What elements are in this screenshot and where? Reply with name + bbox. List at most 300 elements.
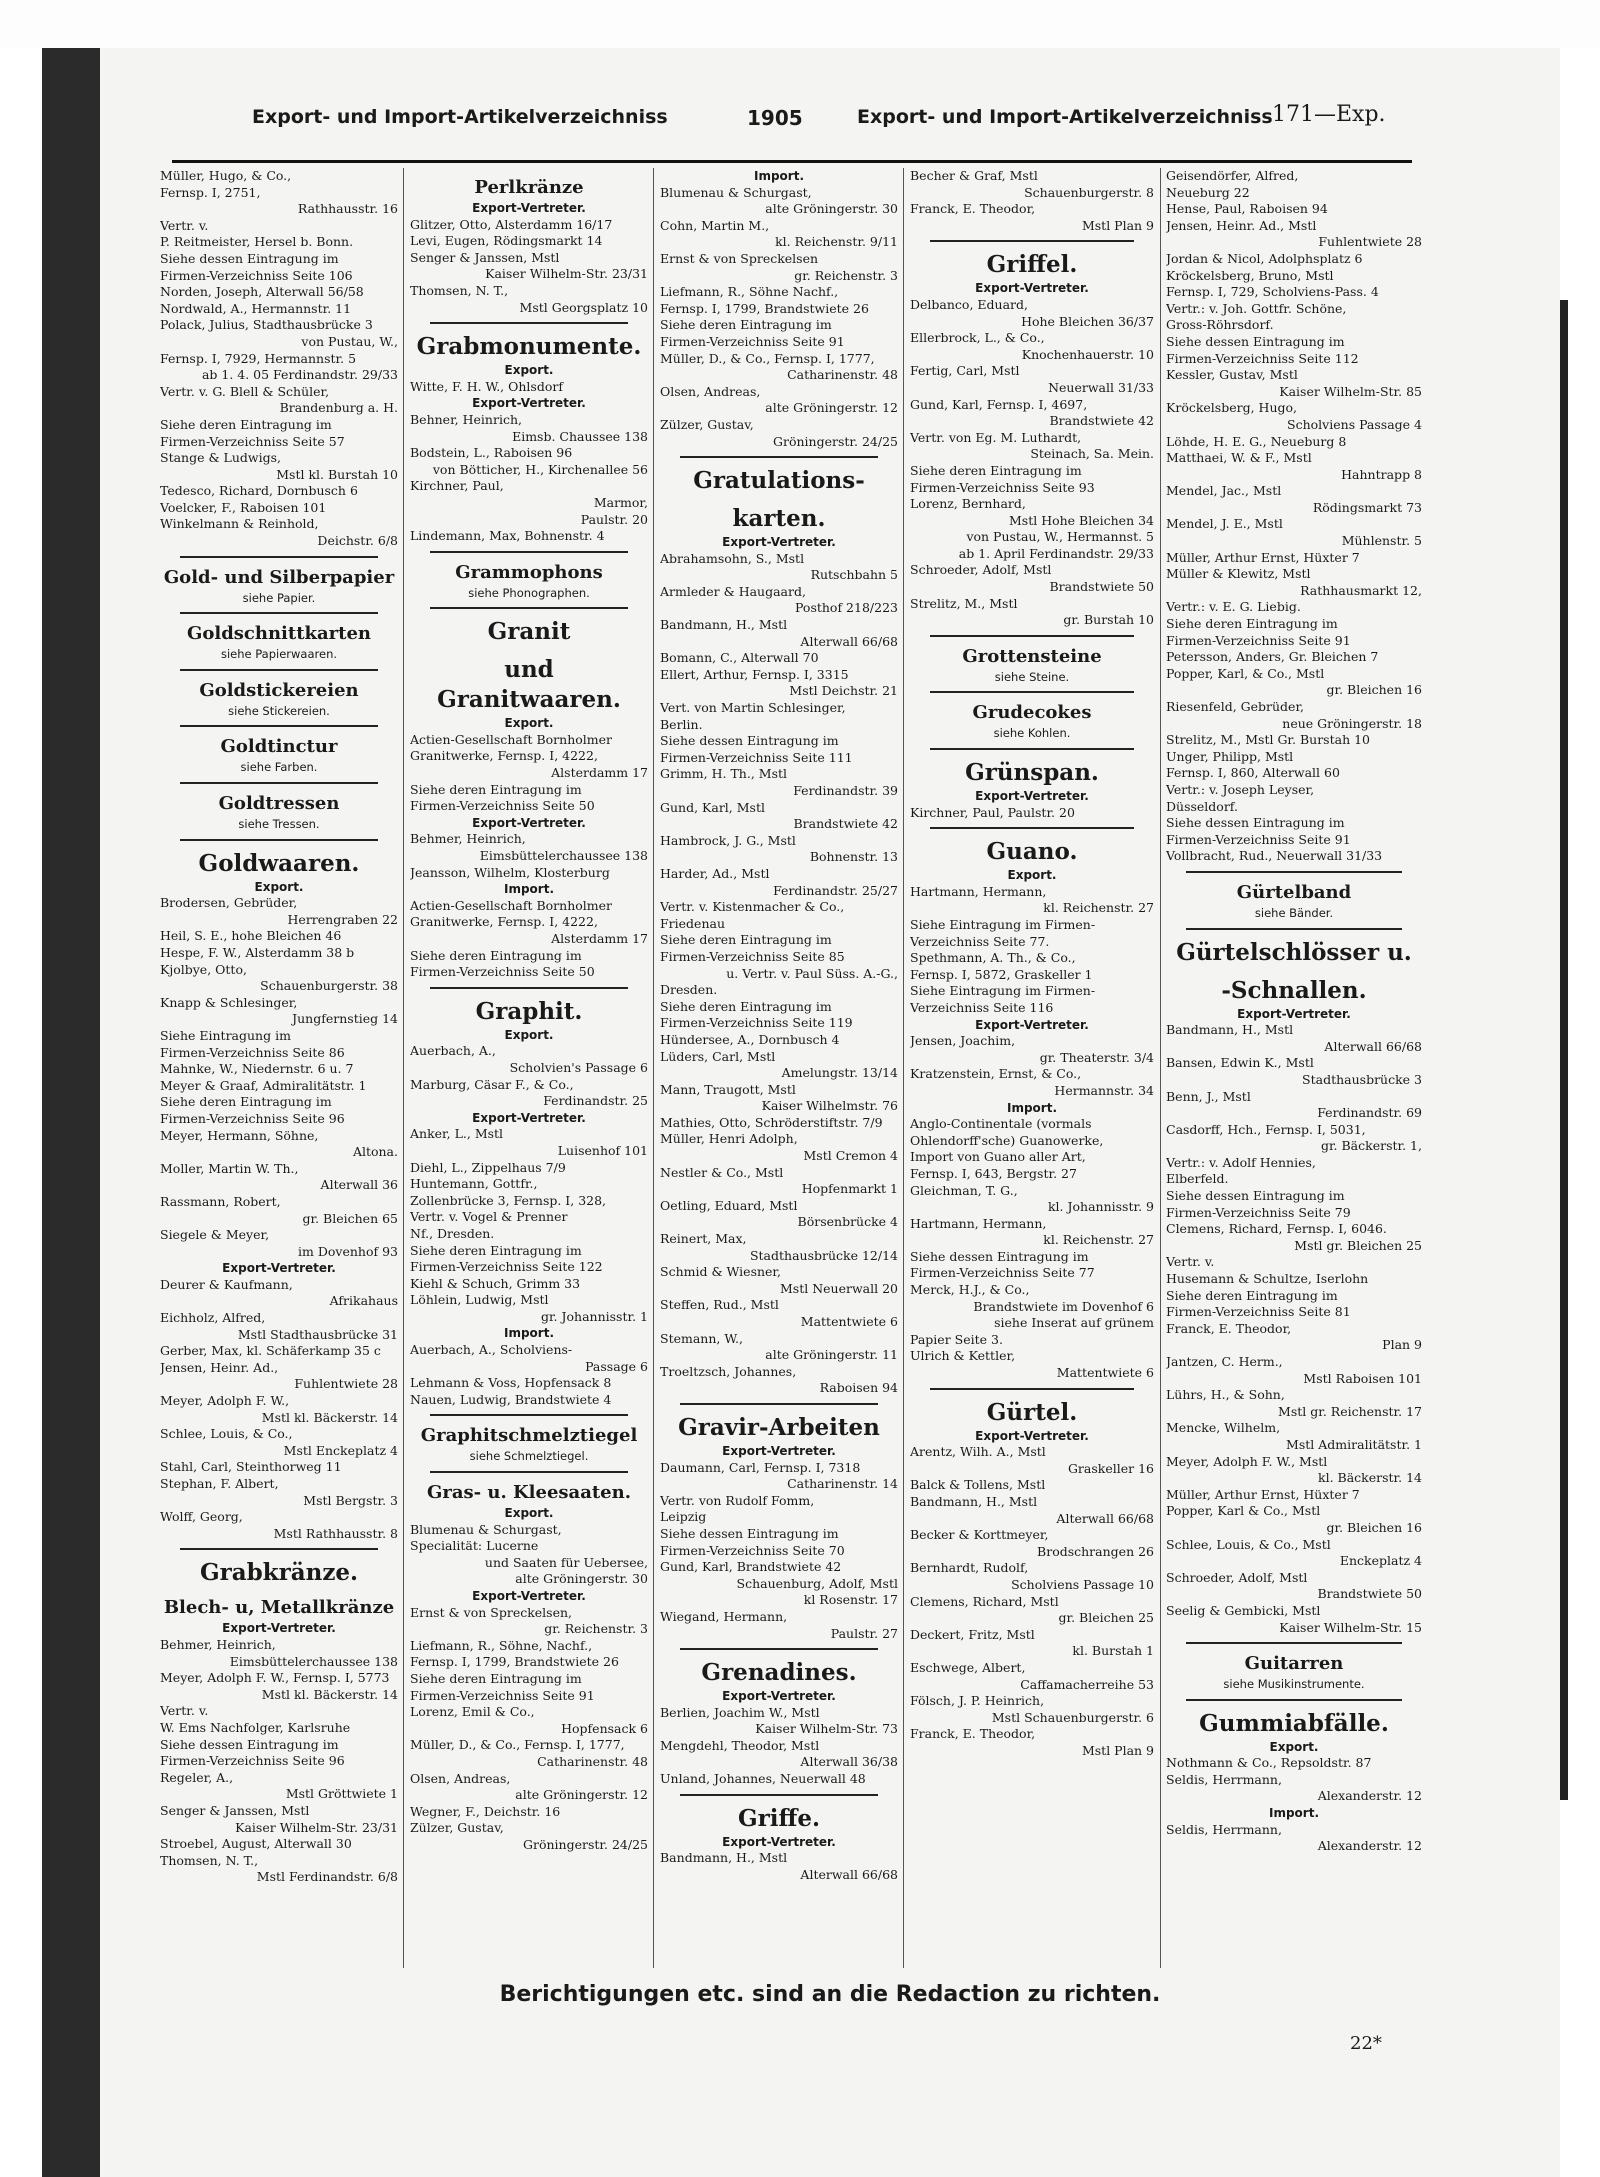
list-item: Mstl kl. Bäckerstr. 14 [261, 1686, 398, 1702]
list-item: kl. Bäckerstr. 14 [1318, 1470, 1422, 1486]
subsection-title: Export. [254, 879, 304, 894]
list-item: Bandmann, H., Mstl [660, 1850, 788, 1866]
section-title: Graphitschmelztiegel [420, 1425, 638, 1447]
list-item: Deurer & Kaufmann, [160, 1276, 293, 1292]
list-item: Siehe dessen Eintragung im [660, 733, 839, 749]
list-item: Witte, F. H. W., Ohlsdorf [410, 378, 563, 394]
list-item: Posthof 218/223 [795, 600, 898, 616]
list-item: Clemens, Richard, Fernsp. I, 6046. [1166, 1221, 1387, 1237]
list-item: Alsterdamm 17 [551, 765, 648, 781]
list-item: Mencke, Wilhelm, [1166, 1420, 1281, 1436]
divider [430, 1414, 628, 1416]
list-item: gr. Burstah 10 [1063, 612, 1154, 628]
list-item: Bernhardt, Rudolf, [910, 1560, 1029, 1576]
list-item: Berlien, Joachim W., Mstl [660, 1704, 820, 1720]
list-item: Franck, E. Theodor, [910, 201, 1036, 217]
cross-reference: siehe Kohlen. [993, 726, 1071, 741]
subsection-title: Import. [753, 169, 804, 183]
list-item: Mstl Admiralitätstr. 1 [1286, 1436, 1422, 1452]
list-item: Anglo-Continentale (vormals [910, 1116, 1092, 1132]
subsection-title: Export-Vertreter. [222, 1261, 336, 1276]
divider [1186, 928, 1402, 930]
list-item: Nothmann & Co., Repsoldstr. 87 [1166, 1755, 1372, 1771]
subsection-title: Import. [503, 1326, 554, 1341]
list-item: Lorenz, Bernhard, [910, 496, 1026, 512]
list-item: Siehe deren Eintragung im [1166, 616, 1338, 632]
list-item: Levi, Eugen, Rödingsmarkt 14 [410, 233, 603, 249]
divider [1186, 871, 1402, 873]
cross-reference: siehe Farben. [240, 760, 318, 775]
divider [180, 1548, 378, 1550]
section-title: Gratulations- [693, 467, 865, 495]
list-item: Thomsen, N. T., [410, 282, 509, 298]
list-item: Paulstr. 27 [830, 1625, 898, 1641]
list-item: Catharinenstr. 48 [787, 367, 898, 383]
divider [930, 827, 1134, 829]
list-item: Siehe deren Eintragung im [160, 1094, 332, 1110]
subsection-title: Export-Vertreter. [472, 1589, 586, 1603]
list-item: Riesenfeld, Gebrüder, [1166, 699, 1305, 714]
list-item: Scholviens Passage 4 [1287, 416, 1422, 432]
scan-top-margin [0, 0, 1600, 48]
list-item: Firmen-Verzeichniss Seite 91 [1166, 831, 1351, 847]
subsection-title: Export-Vertreter. [975, 281, 1089, 296]
list-item: Lindemann, Max, Bohnenstr. 4 [410, 528, 605, 544]
list-item: Catharinenstr. 14 [787, 1476, 898, 1492]
list-item: Cohn, Martin M., [660, 217, 770, 233]
list-item: Wiegand, Hermann, [660, 1608, 788, 1624]
list-item: Siehe deren Eintragung im [910, 462, 1082, 478]
list-item: Vertr. v. Vogel & Prenner [410, 1209, 568, 1225]
list-item: Firmen-Verzeichniss Seite 70 [660, 1542, 845, 1558]
list-item: Regeler, A., [160, 1769, 234, 1785]
list-item: Popper, Karl & Co., Mstl [1166, 1503, 1321, 1519]
header-left-title: Export- und Import-Artikelverzeichniss [252, 106, 668, 128]
cross-reference: siehe Schmelztiegel. [469, 1449, 589, 1464]
divider [930, 748, 1134, 750]
list-item: Meyer, Hermann, Söhne, [160, 1127, 319, 1143]
list-item: Rathhausmarkt 12, [1300, 582, 1422, 598]
list-item: Daumann, Carl, Fernsp. I, 7318 [660, 1459, 861, 1475]
list-item: Altona. [352, 1144, 398, 1160]
list-item: Elberfeld. [1166, 1171, 1229, 1187]
list-item: Kjolbye, Otto, [160, 961, 247, 977]
list-item: Granitwerke, Fernsp. I, 4222, [410, 748, 598, 764]
list-item: Ferdinandstr. 25/27 [773, 882, 898, 898]
list-item: Franck, E. Theodor, [1166, 1320, 1292, 1336]
subsection-title: Export-Vertreter. [222, 1621, 336, 1636]
section-title: Gravir-Arbeiten [678, 1413, 880, 1441]
list-item: Mstl Rathhausstr. 8 [273, 1525, 398, 1541]
column-5 [1166, 168, 1422, 1978]
list-item: Gröningerstr. 24/25 [773, 433, 898, 449]
list-item: Polack, Julius, Stadthausbrücke 3 [160, 317, 373, 333]
list-item: Brandenburg a. H. [279, 400, 398, 416]
list-item: Vertr. v. [160, 1703, 209, 1719]
subsection-title: Export-Vertreter. [722, 1834, 836, 1849]
list-item: Ohlendorff'sche) Guanowerke, [910, 1132, 1104, 1148]
list-item: Mstl kl. Burstah 10 [276, 466, 398, 482]
section-title: Blech- u, Metallkränze [163, 1597, 395, 1619]
divider [430, 607, 628, 609]
list-item: Arentz, Wilh. A., Mstl [910, 1444, 1046, 1460]
list-item: Firmen-Verzeichniss Seite 91 [410, 1687, 595, 1703]
subsection-title: Export-Vertreter. [722, 535, 836, 550]
divider [1186, 1699, 1402, 1701]
list-item: Meyer & Graaf, Admiralitätstr. 1 [160, 1077, 367, 1093]
list-item: Verzeichniss Seite 116 [910, 999, 1054, 1015]
list-item: Kröckelsberg, Hugo, [1166, 400, 1297, 416]
list-item: Brandstwiete 42 [793, 816, 898, 832]
list-item: Brodschrangen 26 [1037, 1543, 1154, 1559]
list-item: Scholviens Passage 10 [1011, 1576, 1154, 1592]
list-item: Hespe, F. W., Alsterdamm 38 b [160, 945, 355, 960]
cross-reference: siehe Papierwaaren. [220, 647, 338, 662]
list-item: Löhde, H. E. G., Neueburg 8 [1166, 433, 1347, 449]
list-item: Becker & Korttmeyer, [910, 1527, 1049, 1543]
list-item: Seelig & Gembicki, Mstl [1166, 1602, 1321, 1618]
divider [430, 322, 628, 324]
section-title: Graphit. [475, 997, 583, 1025]
list-item: Vertr. v. Kistenmacher & Co., [660, 899, 845, 915]
subsection-title: Export. [1007, 868, 1057, 883]
list-item: Paulstr. 20 [580, 511, 648, 527]
list-item: Armleder & Haugaard, [660, 583, 806, 599]
list-item: Mstl Georgsplatz 10 [519, 299, 648, 315]
list-item: Siehe deren Eintragung im [1166, 1287, 1338, 1303]
list-item: Kaiser Wilhelm-Str. 23/31 [235, 1819, 398, 1835]
list-item: Kirchner, Paul, Paulstr. 20 [910, 804, 1075, 820]
list-item: Brandstwiete 42 [1049, 413, 1154, 429]
list-item: Benn, J., Mstl [1166, 1088, 1251, 1104]
list-item: Siehe Eintragung im [160, 1027, 291, 1043]
list-item: Mathies, Otto, Schröderstiftstr. 7/9 [660, 1114, 883, 1130]
list-item: Husemann & Schultze, Iserlohn [1166, 1271, 1369, 1287]
subsection-title: Export-Vertreter. [722, 1443, 836, 1458]
subsection-title: Export. [504, 363, 554, 378]
list-item: Kratzenstein, Ernst, & Co., [910, 1066, 1082, 1082]
list-item: Müller, D., & Co., Fernsp. I, 1777, [410, 1737, 625, 1753]
cross-reference: siehe Papier. [242, 590, 316, 605]
list-item: Bodstein, L., Raboisen 96 [410, 445, 573, 461]
list-item: Schlee, Louis, & Co., Mstl [1166, 1536, 1331, 1552]
list-item: Franck, E. Theodor, [910, 1726, 1036, 1742]
list-item: Fernsp. I, 1799, Brandstwiete 26 [660, 300, 869, 316]
list-item: Verzeichniss Seite 77. [910, 933, 1050, 949]
list-item: Mstl Gröttwiete 1 [285, 1786, 398, 1802]
list-item: Stadthausbrücke 3 [1302, 1071, 1422, 1087]
list-item: Anker, L., Mstl [410, 1126, 504, 1142]
list-item: gr. Bleichen 16 [1326, 682, 1422, 698]
section-title: Grenadines. [701, 1659, 857, 1687]
list-item: Vertr. v. [160, 217, 209, 233]
list-item: Ferdinandstr. 25 [543, 1093, 648, 1109]
list-item: Caffamacherreihe 53 [1020, 1676, 1154, 1692]
list-item: Jordan & Nicol, Adolphsplatz 6 [1166, 250, 1363, 266]
section-title: Granit [487, 618, 571, 646]
list-item: u. Vertr. v. Paul Süss. A.-G., [726, 965, 898, 981]
list-item: Heil, S. E., hohe Bleichen 46 [160, 928, 342, 944]
list-item: Nordwald, A., Hermannstr. 11 [160, 300, 352, 316]
list-item: Jungfernstieg 14 [292, 1011, 398, 1027]
list-item: gr. Bleichen 25 [1058, 1610, 1154, 1626]
list-item: kl. Reichenstr. 27 [1043, 1232, 1154, 1248]
list-item: Voelcker, F., Raboisen 101 [160, 499, 327, 515]
list-item: Eschwege, Albert, [910, 1659, 1026, 1675]
list-item: Schauenburgerstr. 38 [260, 978, 398, 994]
list-item: Schauenburg, Adolf, Mstl [736, 1575, 898, 1591]
column-divider [403, 168, 404, 1968]
list-item: Mstl Ferdinandstr. 6/8 [256, 1869, 398, 1885]
divider [930, 691, 1134, 693]
list-item: Mendel, Jac., Mstl [1166, 483, 1282, 499]
list-item: Wolff, Georg, [160, 1509, 243, 1525]
divider [180, 725, 378, 727]
list-item: Vertr.: v. Adolf Hennies, [1166, 1154, 1316, 1170]
list-item: Lührs, H., & Sohn, [1166, 1387, 1285, 1403]
list-item: Rathhausstr. 16 [297, 201, 398, 217]
list-item: Dresden. [660, 982, 718, 998]
list-item: Hermannstr. 34 [1054, 1082, 1154, 1098]
divider [180, 556, 378, 558]
divider [180, 612, 378, 614]
list-item: Eimsb. Chaussee 138 [512, 428, 648, 444]
list-item: Ferdinandstr. 69 [1317, 1105, 1422, 1121]
list-item: Actien-Gesellschaft Bornholmer [410, 731, 612, 747]
list-item: Mstl Raboisen 101 [1303, 1370, 1422, 1386]
list-item: Siehe deren Eintragung im [660, 317, 832, 333]
list-item: Meyer, Adolph F. W., [160, 1393, 290, 1409]
list-item: Lüders, Carl, Mstl [660, 1048, 776, 1064]
list-item: Siehe Eintragung im Firmen- [910, 917, 1096, 932]
list-item: Mstl Neuerwall 20 [780, 1280, 898, 1296]
list-item: Unger, Philipp, Mstl [1166, 748, 1294, 764]
list-item: Firmen-Verzeichniss Seite 50 [410, 964, 595, 980]
divider [430, 551, 628, 553]
list-item: Firmen-Verzeichniss Seite 86 [160, 1044, 345, 1060]
list-item: Siehe dessen Eintragung im [1166, 333, 1345, 349]
list-item: Hambrock, J. G., Mstl [660, 832, 796, 848]
list-item: Kessler, Gustav, Mstl [1166, 367, 1298, 383]
list-item: Mstl Stadthausbrücke 31 [237, 1326, 398, 1342]
list-item: Siehe dessen Eintragung im [660, 1525, 839, 1541]
list-item: Schroeder, Adolf, Mstl [1166, 1569, 1308, 1585]
list-item: Mstl Deichstr. 21 [789, 683, 898, 699]
list-item: Firmen-Verzeichniss Seite 112 [1166, 350, 1359, 366]
list-item: Müller, Arthur Ernst, Hüxter 7 [1166, 1486, 1360, 1502]
list-item: gr. Reichenstr. 3 [544, 1621, 648, 1637]
section-title: -Schnallen. [1221, 976, 1367, 1004]
section-title: Grammophons [455, 561, 603, 583]
list-item: Kiehl & Schuch, Grimm 33 [410, 1275, 581, 1291]
list-item: Siehe deren Eintragung im [660, 932, 832, 948]
header-rule [172, 160, 1412, 163]
list-item: Müller, Hugo, & Co., [160, 168, 292, 183]
list-item: Kaiser Wilhelmstr. 76 [761, 1098, 898, 1114]
section-title: Grottensteine [962, 645, 1102, 667]
section-title: Griffel. [986, 251, 1078, 279]
list-item: Liefmann, R., Söhne Nachf., [660, 284, 839, 300]
list-item: Schmid & Wiesner, [660, 1264, 782, 1280]
list-item: Firmen-Verzeichniss Seite 96 [160, 1753, 345, 1769]
list-item: Becher & Graf, Mstl [910, 168, 1038, 183]
subsection-title: Import. [1268, 1806, 1319, 1821]
list-item: Fernsp. I, 729, Scholviens-Pass. 4 [1166, 284, 1379, 300]
list-item: Brodersen, Gebrüder, [160, 895, 298, 911]
list-item: Auerbach, A., [410, 1043, 496, 1059]
list-item: Gleichman, T. G., [910, 1182, 1018, 1198]
section-title: Gürtelschlösser u. [1176, 938, 1412, 966]
column-4 [910, 168, 1154, 1978]
list-item: Firmen-Verzeichniss Seite 111 [660, 749, 853, 765]
header-year: 1905 [747, 106, 803, 130]
list-item: Popper, Karl, & Co., Mstl [1166, 665, 1325, 681]
list-item: Nauen, Ludwig, Brandstwiete 4 [410, 1391, 612, 1407]
column-divider [903, 168, 904, 1968]
list-item: Marburg, Cäsar F., & Co., [410, 1076, 574, 1092]
list-item: Ellert, Arthur, Fernsp. I, 3315 [660, 666, 849, 682]
list-item: Jensen, Heinr. Ad., Mstl [1166, 217, 1317, 233]
list-item: Fernsp. I, 1799, Brandstwiete 26 [410, 1654, 619, 1670]
list-item: von Pustau, W., [301, 333, 398, 349]
list-item: Hahntrapp 8 [1341, 466, 1422, 482]
list-item: Enckeplatz 4 [1339, 1553, 1422, 1569]
section-title: Gold- und Silberpapier [163, 566, 395, 588]
list-item: Brandstwiete 50 [1049, 579, 1154, 595]
list-item: Zülzer, Gustav, [660, 416, 754, 432]
list-item: Stahl, Carl, Steinthorweg 11 [160, 1459, 342, 1475]
list-item: Actien-Gesellschaft Bornholmer [410, 897, 612, 913]
cross-reference: siehe Tressen. [238, 817, 320, 832]
list-item: Alexanderstr. 12 [1317, 1838, 1422, 1854]
section-title: Goldwaaren. [198, 849, 360, 877]
list-item: gr. Theaterstr. 3/4 [1039, 1049, 1154, 1065]
list-item: Hopfenmarkt 1 [801, 1181, 898, 1197]
section-title: Griffe. [737, 1804, 821, 1832]
list-item: Siehe deren Eintragung im [660, 998, 832, 1014]
list-item: Gröningerstr. 24/25 [523, 1836, 648, 1852]
list-item: Alterwall 66/68 [1324, 1038, 1422, 1054]
subsection-title: Export-Vertreter. [1237, 1006, 1351, 1021]
list-item: Siehe deren Eintragung im [410, 781, 582, 797]
list-item: gr. Bleichen 65 [302, 1210, 398, 1226]
list-item: Bohnenstr. 13 [809, 849, 898, 865]
list-item: von Bötticher, H., Kirchenallee 56 [432, 461, 648, 477]
list-item: Gund, Karl, Fernsp. I, 4697, [910, 396, 1088, 412]
list-item: Eichholz, Alfred, [160, 1310, 266, 1326]
list-item: Delbanco, Eduard, [910, 296, 1028, 312]
divider [930, 240, 1134, 242]
list-item: Gund, Karl, Brandstwiete 42 [660, 1559, 842, 1575]
list-item: Steinach, Sa. Mein. [1030, 446, 1154, 462]
list-item: Fölsch, J. P. Heinrich, [910, 1693, 1045, 1709]
list-item: Bomann, C., Alterwall 70 [660, 650, 819, 666]
list-item: Nestler & Co., Mstl [660, 1164, 784, 1180]
list-item: Spethmann, A. Th., & Co., [910, 950, 1076, 966]
cross-reference: siehe Steine. [994, 669, 1070, 684]
list-item: Firmen-Verzeichniss Seite 85 [660, 948, 845, 964]
list-item: Siehe dessen Eintragung im [160, 250, 339, 266]
list-item: Siehe deren Eintragung im [410, 947, 582, 963]
list-item: Meyer, Adolph F. W., Mstl [1166, 1453, 1328, 1469]
section-title: Gürtel. [986, 1398, 1078, 1426]
list-item: Siehe dessen Eintragung im [1166, 815, 1345, 831]
list-item: Stange & Ludwigs, [160, 450, 282, 466]
list-item: Bandmann, H., Mstl [1166, 1022, 1294, 1038]
list-item: Kaiser Wilhelm-Str. 23/31 [485, 266, 648, 282]
list-item: Kaiser Wilhelm-Str. 15 [1279, 1619, 1422, 1635]
list-item: Vertr. von Rudolf Fomm, [660, 1492, 815, 1508]
list-item: Auerbach, A., Scholviens- [410, 1342, 573, 1358]
list-item: Reinert, Max, [660, 1231, 747, 1247]
list-item: Firmen-Verzeichniss Seite 96 [160, 1110, 345, 1126]
list-item: Ernst & von Spreckelsen [660, 250, 819, 266]
section-title: Guitarren [1244, 1653, 1344, 1675]
list-item: Gross-Röhrsdorf. [1166, 317, 1274, 333]
list-item: Zollenbrücke 3, Fernsp. I, 328, [410, 1192, 607, 1208]
list-item: Mstl Cremon 4 [803, 1148, 898, 1164]
list-item: Jeansson, Wilhelm, Klosterburg [410, 864, 610, 880]
cross-reference: siehe Bänder. [1254, 905, 1334, 920]
list-item: Tedesco, Richard, Dornbusch 6 [160, 483, 358, 499]
list-item: Behmer, Heinrich, [410, 831, 526, 847]
divider [680, 1648, 878, 1650]
list-item: gr. Bäckerstr. 1, [1320, 1138, 1422, 1154]
list-item: Firmen-Verzeichniss Seite 79 [1166, 1204, 1351, 1220]
divider [680, 1794, 878, 1796]
list-item: Graskeller 16 [1067, 1460, 1154, 1476]
list-item: alte Gröningerstr. 11 [765, 1347, 898, 1363]
list-item: Gund, Karl, Mstl [660, 799, 765, 815]
list-item: Thomsen, N. T., [160, 1852, 259, 1868]
list-item: alte Gröningerstr. 12 [765, 400, 898, 416]
list-item: Mendel, J. E., Mstl [1166, 516, 1283, 532]
subsection-title: Export. [1269, 1739, 1319, 1754]
subsection-title: Export-Vertreter. [975, 789, 1089, 804]
list-item: Friedenau [660, 915, 725, 931]
list-item: Scholvien's Passage 6 [509, 1059, 648, 1075]
list-item: Alterwall 66/68 [800, 1866, 898, 1882]
list-item: Schroeder, Adolf, Mstl [910, 562, 1052, 578]
scan-right-edge [1560, 300, 1568, 1800]
list-item: Alsterdamm 17 [551, 931, 648, 946]
list-item: Senger & Janssen, Mstl [160, 1802, 310, 1818]
list-item: Petersson, Anders, Gr. Bleichen 7 [1166, 649, 1379, 665]
list-item: Plan 9 [1382, 1337, 1422, 1353]
list-item: Stephan, F. Albert, [160, 1476, 279, 1491]
section-title: Gürtelband [1236, 881, 1352, 903]
list-item: Siegele & Meyer, [160, 1227, 270, 1243]
list-item: Alterwall 36 [320, 1177, 398, 1193]
list-item: Firmen-Verzeichniss Seite 50 [410, 798, 595, 814]
list-item: Eimsbüttelerchaussee 138 [229, 1653, 398, 1669]
list-item: Vertr. von Eg. M. Luthardt, [910, 429, 1082, 445]
list-item: Herrengraben 22 [287, 911, 398, 927]
section-title: Goldschnittkarten [186, 623, 371, 645]
list-item: W. Ems Nachfolger, Karlsruhe [160, 1719, 351, 1735]
list-item: Siehe deren Eintragung im [410, 1670, 582, 1686]
list-item: Troeltzsch, Johannes, [660, 1363, 797, 1379]
cross-reference: siehe Stickereien. [228, 703, 330, 718]
list-item: Müller, Arthur Ernst, Hüxter 7 [1166, 549, 1360, 565]
list-item: Abrahamsohn, S., Mstl [660, 550, 805, 566]
list-item: Ernst & von Spreckelsen, [410, 1604, 573, 1620]
list-item: Mattentwiete 6 [1056, 1365, 1154, 1381]
list-item: Firmen-Verzeichniss Seite 57 [160, 433, 345, 449]
list-item: siehe Inserat auf grünem [994, 1315, 1154, 1331]
list-item: von Pustau, W., Hermannst. 5 [966, 529, 1154, 545]
list-item: Mstl Plan 9 [1081, 217, 1154, 233]
